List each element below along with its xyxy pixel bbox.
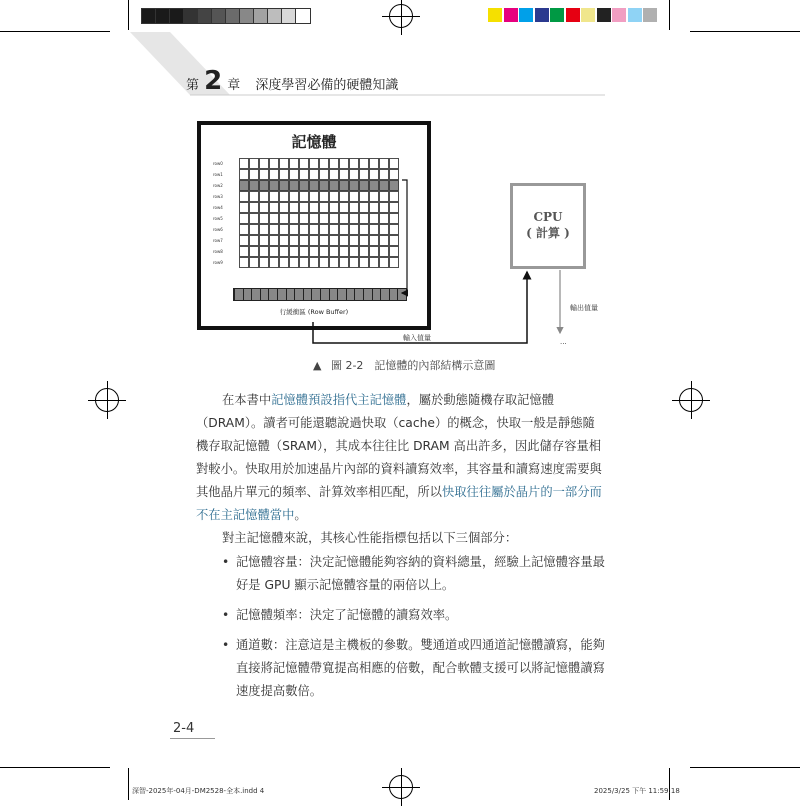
bullet-item: • 記憶體頻率：決定了記憶體的讀寫效率。 bbox=[222, 608, 458, 622]
chapter-prefix: 第 bbox=[186, 78, 200, 93]
chapter-title: 深度學習必備的硬體知識 bbox=[255, 78, 399, 93]
chapter-suffix: 章 bbox=[227, 78, 241, 93]
row-label: row0 bbox=[213, 160, 223, 166]
body-paragraph-2: 對主記憶體來說，其核心性能指標包括以下三個部分： bbox=[222, 531, 518, 545]
bullet-text: 通道數：注意這是主機板的參數。雙通道或四通道記憶體讀寫，能夠直接將記憶體帶寬提高相應的倍數，配合軟體支援可以將記憶體讀寫速度提高數倍。 bbox=[236, 638, 605, 698]
body-paragraph-1 bbox=[196, 389, 604, 527]
row-label: row7 bbox=[213, 237, 223, 243]
cpu-box bbox=[510, 183, 586, 269]
caption-marker: ▲ bbox=[313, 359, 322, 372]
chapter-number: 2 bbox=[204, 66, 223, 96]
page-number: 2-4 bbox=[173, 721, 195, 736]
output-label: 輸出值量 bbox=[570, 304, 598, 312]
bullet-text: 記憶體頻率：決定了記憶體的讀寫效率。 bbox=[236, 608, 458, 622]
output-ellipsis: ... bbox=[560, 338, 567, 346]
row-buffer-label: 行緩衝區 (Row Buffer) bbox=[279, 308, 349, 316]
registration-mark-right bbox=[679, 388, 703, 412]
p1-highlight-2: 快取往往屬於晶片的一部分而不在主記憶體當中 bbox=[196, 485, 602, 522]
bullet-item: • 通道數：注意這是主機板的參數。雙通道或四通道記憶體讀寫，能夠直接將記憶體帶寬提高相應的倍數，配合軟體支援可以將記憶體讀寫速度提高數倍。 bbox=[222, 638, 605, 698]
diagram-arrows bbox=[0, 0, 800, 360]
row-label: row3 bbox=[213, 193, 223, 199]
footer-file-name: 深智-2025年-04月-DM2528-全本.indd 4 bbox=[132, 787, 265, 795]
memory-title: 記憶體 bbox=[291, 133, 337, 151]
row-label: row5 bbox=[213, 215, 223, 221]
page-number-rule bbox=[170, 738, 215, 739]
p1-text-a: 在本書中 bbox=[222, 393, 272, 407]
registration-mark-bottom bbox=[389, 775, 413, 799]
caption-text: 圖 2-2 記憶體的內部結構示意圖 bbox=[330, 359, 496, 372]
row-label: row8 bbox=[213, 248, 223, 254]
row-label: row2 bbox=[213, 182, 223, 188]
cpu-sublabel: ( 計算 ) bbox=[526, 226, 570, 240]
row-label: row6 bbox=[213, 226, 223, 232]
p1-text-c: 。 bbox=[294, 508, 307, 522]
p1-highlight-1: 記憶體預設指代主記憶體 bbox=[271, 393, 407, 407]
row-label: row4 bbox=[213, 204, 223, 210]
figure-caption bbox=[313, 357, 495, 373]
footer-timestamp: 2025/3/25 下午 11:59:18 bbox=[594, 787, 680, 795]
input-label: 輸入值量 bbox=[403, 334, 431, 342]
bullet-list bbox=[222, 551, 607, 703]
bullet-item: • 記憶體容量：決定記憶體能夠容納的資料總量，經驗上記憶體容量最好是 GPU 顯示記憶體容量的兩倍以上。 bbox=[222, 555, 605, 592]
cpu-label: CPU bbox=[533, 210, 563, 224]
p1-text-b: ，屬於動態隨機存取記憶體（DRAM）。讀者可能還聽說過快取（cache）的概念，快取一般是靜態隨機存取記憶體（SRAM），其成本往往比 DRAM 高出許多，因此儲存容量相對較小。快取用於加速晶片內部的資料讀寫效率，其容量和讀寫速度需要與其他晶片單元的頻率、計算效率相匹配，所以 bbox=[196, 393, 602, 499]
row-label: row9 bbox=[213, 259, 223, 265]
bullet-text: 記憶體容量：決定記憶體能夠容納的資料總量，經驗上記憶體容量最好是 GPU 顯示記憶體容量的兩倍以上。 bbox=[236, 555, 605, 592]
row-label: row1 bbox=[213, 171, 223, 177]
registration-mark-left bbox=[95, 388, 119, 412]
